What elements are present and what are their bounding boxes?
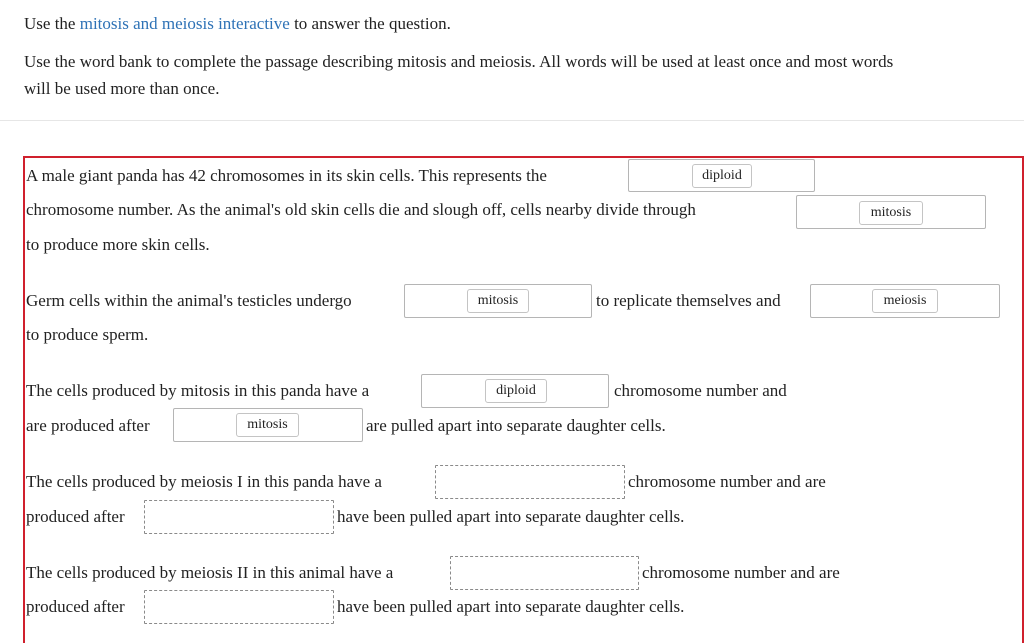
instruction-text-suffix: to answer the question. bbox=[289, 14, 451, 33]
p3-text-3: are produced after bbox=[26, 416, 150, 435]
p3-blank-1-chip[interactable]: diploid bbox=[485, 379, 547, 403]
instruction-line-1 bbox=[24, 10, 451, 37]
p1-text-3: to produce more skin cells. bbox=[26, 235, 210, 254]
p3-blank-2-chip[interactable]: mitosis bbox=[236, 413, 299, 437]
p2-text-2: to replicate themselves and bbox=[596, 291, 781, 310]
p5-blank-1[interactable] bbox=[450, 556, 639, 590]
p1-text-1: A male giant panda has 42 chromosomes in its skin cells. This represents the bbox=[26, 166, 547, 185]
p4-blank-1[interactable] bbox=[435, 465, 625, 499]
p1-blank-1-chip[interactable]: diploid bbox=[692, 164, 752, 188]
p4-text-2: chromosome number and are bbox=[628, 472, 826, 491]
p4-text-3: produced after bbox=[26, 507, 125, 526]
p2-blank-2-chip[interactable]: meiosis bbox=[872, 289, 938, 313]
p1-blank-2-chip[interactable]: mitosis bbox=[859, 201, 923, 225]
p5-text-1: The cells produced by meiosis II in this animal have a bbox=[26, 563, 394, 582]
p5-text-2: chromosome number and are bbox=[642, 563, 840, 582]
interactive-link[interactable]: mitosis and meiosis interactive bbox=[79, 14, 290, 33]
p3-text-2: chromosome number and bbox=[614, 381, 787, 400]
p3-text-1: The cells produced by mitosis in this panda have a bbox=[26, 381, 370, 400]
p2-blank-1-chip[interactable]: mitosis bbox=[467, 289, 529, 313]
p2-text-3: to produce sperm. bbox=[26, 325, 149, 344]
p4-text-1: The cells produced by meiosis I in this panda have a bbox=[26, 472, 382, 491]
p5-blank-2[interactable] bbox=[144, 590, 334, 624]
instruction-line-2b: will be used more than once. bbox=[24, 79, 220, 98]
p4-text-4: have been pulled apart into separate daughter cells. bbox=[337, 507, 685, 526]
p5-text-4: have been pulled apart into separate daughter cells. bbox=[337, 597, 685, 616]
section-divider bbox=[0, 120, 1024, 121]
p1-text-2: chromosome number. As the animal's old skin cells die and slough off, cells nearby divide through bbox=[26, 200, 696, 219]
instruction-text-prefix: Use the bbox=[24, 14, 80, 33]
p2-text-1: Germ cells within the animal's testicles undergo bbox=[26, 291, 352, 310]
p4-blank-2[interactable] bbox=[144, 500, 334, 534]
instruction-line-2a: Use the word bank to complete the passage describing mitosis and meiosis. All words will be used at least once and most words bbox=[24, 52, 894, 71]
p3-text-4: are pulled apart into separate daughter cells. bbox=[366, 416, 666, 435]
p5-text-3: produced after bbox=[26, 597, 125, 616]
